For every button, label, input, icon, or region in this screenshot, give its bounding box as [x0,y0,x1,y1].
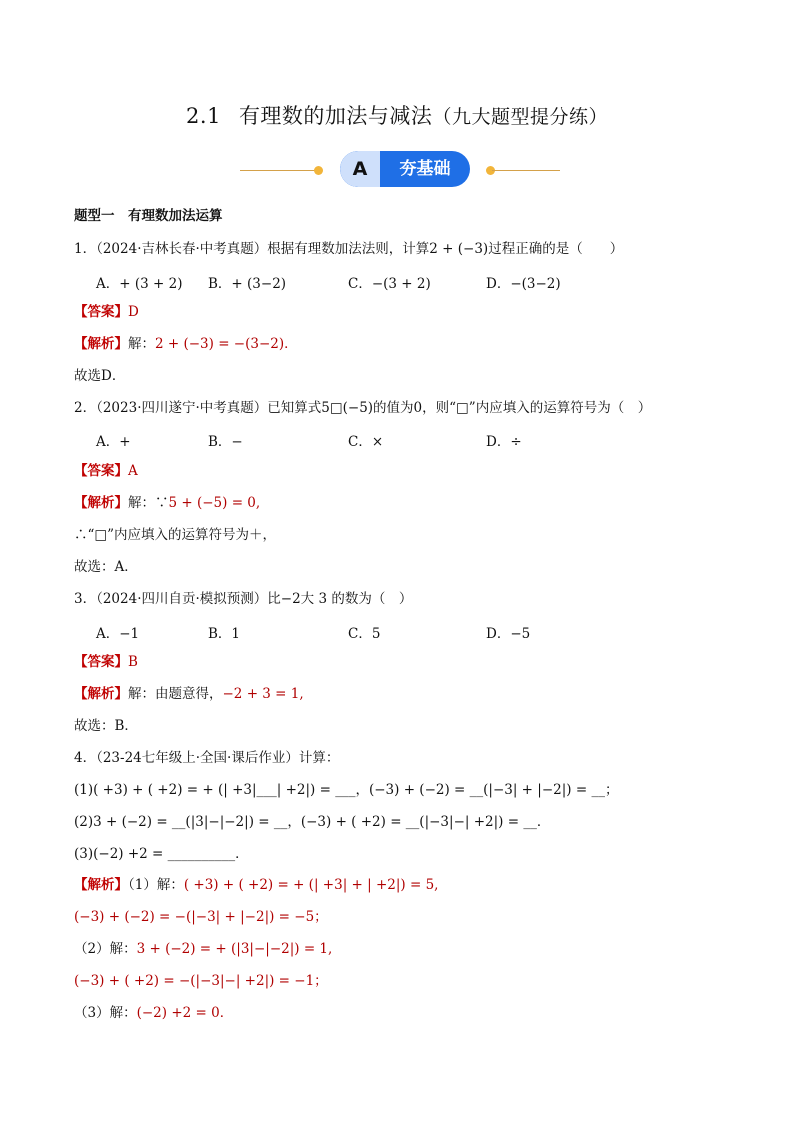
banner-label: 夯基础 [399,159,451,179]
banner-line-right [492,170,560,171]
q2-option-a: A．+ [96,434,131,450]
answer-label: 【答案】 [74,463,128,479]
solution-math: (−2) +2 = 0． [136,1005,234,1021]
q3-option-c: C．5 [348,626,381,642]
analysis-label: 【解析】 [74,686,128,702]
banner-dot-left [314,166,323,175]
answer-value: B [128,654,138,670]
q4-solution-2 [74,940,332,958]
q2-reasoning: ∴“□”内应填入的运算符号为＋， [74,527,277,543]
q4-solution-3 [74,1004,233,1022]
title-main: 有理数的加法与减法 [238,104,433,128]
q2-option-b: B．− [208,434,243,450]
q1-option-b: B．+ (3−2) [208,276,287,292]
analysis-label: 【解析】 [74,495,128,511]
solution-prefix: （1）解： [128,877,184,893]
q4-solution-1 [74,876,438,894]
q3-conclusion: 故选：B． [74,718,138,734]
analysis-prefix: 解：∵ [128,495,169,511]
q3-analysis [74,685,304,703]
q2-option-c: C．× [348,434,384,450]
q2-answer [74,462,138,480]
analysis-label: 【解析】 [74,877,128,893]
analysis-math: −2 + 3 = 1, [222,686,304,702]
analysis-math: 5 + (−5) = 0, [168,495,261,511]
q4-solution-2b: (−3) + ( +2) = −(|−3|−| +2|) = −1； [74,973,328,989]
banner-pill [340,151,470,187]
title-subtitle: （九大题型提分练） [432,106,608,128]
q1-option-a: A．+ (3 + 2) [96,276,183,292]
q2-option-d: D．÷ [486,434,522,450]
analysis-math: 2 + (−3) = −(3−2)． [155,336,298,352]
q4-stem: 4．（23-24七年级上·全国·课后作业）计算： [74,750,340,766]
q4-part2: (2)3 + (−2) = __(|3|−|−2|) = __，(−3) + ( +2) = __(|−3|−| +2|) = __． [74,814,551,830]
solution-math: 3 + (−2) = + (|3|−|−2|) = 1, [136,941,333,957]
solution-math: ( +3) + ( +2) = + (| +3| + | +2|) = 5, [183,877,439,893]
analysis-prefix: 解：由题意得， [128,686,223,702]
q3-option-a: A．−1 [96,626,140,642]
q1-conclusion: 故选D． [74,368,126,384]
q3-answer [74,653,138,671]
q2-conclusion: 故选：A． [74,559,138,575]
answer-value: A [128,463,138,479]
q3-option-d: D．−5 [486,626,531,642]
section-heading: 题型一 有理数加法运算 [74,208,223,224]
q4-part1: (1)( +3) + ( +2) = + (| +3|___| +2|) = ___，(−3) + (−2) = __(|−3| + |−2|) = __； [74,782,619,798]
analysis-label: 【解析】 [74,336,128,352]
q4-part3: (3)(−2) +2 = __________． [74,846,249,862]
solution-prefix: （2）解： [74,941,137,957]
q2-analysis [74,494,260,512]
q3-option-b: B．1 [208,626,241,642]
q1-analysis [74,335,298,353]
q4-solution-1b: (−3) + (−2) = −(|−3| + |−2|) = −5； [74,909,328,925]
q1-option-c: C．−(3 + 2) [348,276,431,292]
analysis-prefix: 解： [128,336,155,352]
answer-label: 【答案】 [74,654,128,670]
banner-letter: A [340,151,380,187]
q1-option-d: D．−(3−2) [486,276,561,292]
q1-stem: 1．（2024·吉林长春·中考真题）根据有理数加法法则，计算2 + (−3)过程正确的是（ ） [74,241,624,257]
title-number: 2.1 [186,104,221,128]
answer-value: D [128,304,139,320]
q2-stem: 2．（2023·四川遂宁·中考真题）已知算式5□(−5)的值为0，则“□”内应填入的运算符号为（ ） [74,400,652,416]
q3-stem: 3．（2024·四川自贡·模拟预测）比−2大 3 的数为（ ） [74,591,413,607]
answer-label: 【答案】 [74,304,128,320]
q1-answer [74,303,139,321]
section-banner [240,151,560,189]
banner-line-left [240,170,318,171]
solution-prefix: （3）解： [74,1005,137,1021]
page-title [0,100,794,130]
